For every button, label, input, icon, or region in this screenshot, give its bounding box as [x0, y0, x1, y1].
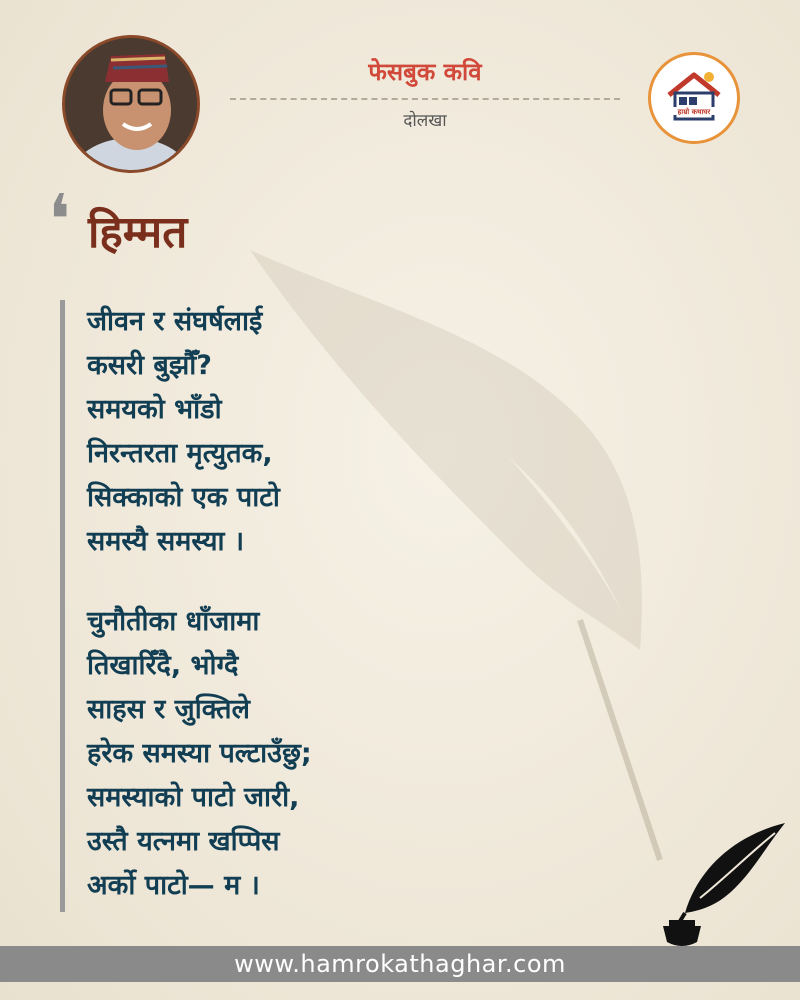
quote-icon: ❛ [48, 179, 71, 261]
poem-title: हिम्मत [88, 207, 188, 258]
poem-line: सिक्काको एक पाटो [87, 482, 280, 513]
stanza [87, 600, 312, 908]
poem-line: निरन्तरता मृत्युतक, [87, 438, 273, 469]
quill-inkpot-icon [655, 818, 795, 958]
poem-line: तिखारिँदै, भोग्दै [87, 650, 239, 681]
poem-line: उस्तै यत्नमा खप्पिस [87, 826, 280, 857]
footer-url[interactable]: www.hamrokathaghar.com [0, 946, 800, 982]
poem-line: जीवन र संघर्षलाई [87, 306, 263, 337]
avatar-portrait [65, 38, 197, 170]
poem-line: कसरी बुझौँ? [87, 350, 212, 381]
author-avatar [62, 35, 200, 173]
poem-line: हरेक समस्या पल्टाउँछु; [87, 738, 312, 769]
divider [230, 98, 620, 100]
poem-line: समयको भाँडो [87, 394, 222, 425]
stanza [87, 300, 312, 564]
poem-line: समस्याको पाटो जारी, [87, 782, 300, 813]
logo-text: हाम्रो कथाघर [677, 108, 711, 116]
poem-line: चुनौतीका धाँजामा [87, 606, 260, 637]
poem-line: साहस र जुक्तिले [87, 694, 250, 725]
author-place: दोलखा [403, 111, 447, 131]
house-logo-icon [651, 55, 737, 141]
poem-line: समस्यै समस्या । [87, 526, 245, 557]
author-title: फेसबुक कवि [368, 58, 482, 86]
poem-line: अर्को पाटो— म । [87, 870, 260, 901]
poem-body [60, 300, 312, 912]
author-info [230, 55, 620, 131]
brand-logo [648, 52, 740, 144]
